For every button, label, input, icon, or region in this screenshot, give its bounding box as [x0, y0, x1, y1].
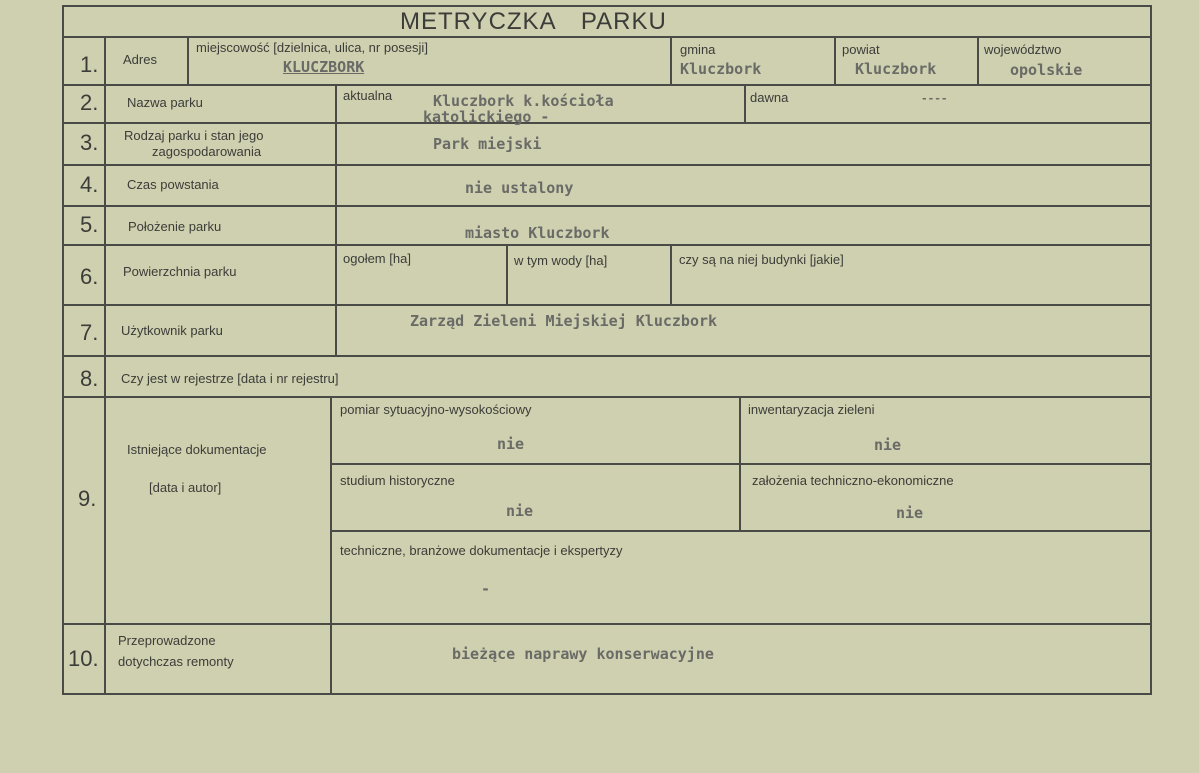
field-caption: pomiar sytuacyjno-wysokościowy — [340, 402, 532, 417]
divider — [744, 84, 746, 122]
divider — [62, 244, 1152, 246]
divider — [335, 84, 337, 356]
row-label: Istniejące dokumentacje — [127, 442, 267, 457]
field-value: nie — [506, 502, 534, 520]
field-value: Kluczbork k.kościoła — [433, 92, 614, 110]
divider — [834, 36, 836, 84]
field-caption: miejscowość [dzielnica, ulica, nr posesji] — [196, 40, 428, 55]
divider — [330, 530, 1152, 532]
divider — [62, 36, 1152, 38]
row-number: 4. — [80, 172, 99, 197]
divider — [62, 304, 1152, 306]
divider — [62, 122, 1152, 124]
field-value: ---- — [921, 92, 948, 105]
field-value: nie — [874, 436, 902, 454]
field-caption: aktualna — [343, 88, 393, 103]
divider — [670, 244, 672, 304]
field-value: nie ustalony — [465, 179, 574, 197]
field-value: nie — [896, 504, 924, 522]
row-number: 6. — [80, 264, 99, 289]
field-caption: studium historyczne — [340, 473, 455, 488]
row-label: Rodzaj parku i stan jego — [124, 128, 264, 143]
row-number: 5. — [80, 212, 99, 237]
field-value: bieżące naprawy konserwacyjne — [452, 645, 714, 663]
row-label: Czy jest w rejestrze [data i nr rejestru] — [121, 371, 339, 386]
row-number: 1. — [80, 52, 99, 77]
divider — [739, 396, 741, 530]
row-label: Czas powstania — [127, 177, 219, 192]
field-caption: w tym wody [ha] — [514, 253, 608, 268]
field-caption: dawna — [750, 90, 789, 105]
row-label: Powierzchnia parku — [123, 264, 237, 279]
row-label: zagospodarowania — [152, 144, 262, 159]
divider — [62, 164, 1152, 166]
field-value: miasto Kluczbork — [465, 224, 610, 242]
row-label: Nazwa parku — [127, 95, 203, 110]
field-value: katolickiego - — [423, 108, 550, 126]
field-caption: inwentaryzacja zieleni — [748, 402, 875, 417]
divider — [187, 36, 189, 84]
field-value: - — [481, 580, 491, 598]
divider — [62, 205, 1152, 207]
divider — [330, 396, 332, 693]
field-value: KLUCZBORK — [283, 58, 365, 76]
field-value: Zarząd Zieleni Miejskiej Kluczbork — [410, 312, 718, 330]
row-label: [data i autor] — [149, 480, 222, 495]
divider — [62, 623, 1152, 625]
divider — [62, 84, 1152, 86]
field-caption: czy są na niej budynki [jakie] — [679, 252, 844, 267]
row-number: 9. — [78, 486, 97, 511]
divider — [330, 463, 1152, 465]
row-label: Adres — [123, 52, 157, 67]
divider — [62, 355, 1152, 357]
form-title: METRYCZKA PARKU — [400, 8, 667, 35]
field-value: opolskie — [1010, 61, 1083, 79]
row-number: 7. — [80, 320, 99, 345]
divider — [506, 244, 508, 304]
row-label: Użytkownik parku — [121, 323, 223, 338]
field-caption: ogołem [ha] — [343, 251, 411, 266]
divider — [977, 36, 979, 84]
field-value: Kluczbork — [855, 60, 937, 78]
field-caption: gmina — [680, 42, 716, 57]
row-number: 10. — [68, 646, 99, 671]
divider — [62, 396, 1152, 398]
row-number: 2. — [80, 90, 99, 115]
field-value: Park miejski — [433, 135, 542, 153]
field-value: nie — [497, 435, 525, 453]
divider — [104, 36, 106, 693]
row-number: 3. — [80, 130, 99, 155]
field-value: Kluczbork — [680, 60, 762, 78]
divider — [670, 36, 672, 84]
row-label: Położenie parku — [128, 219, 222, 234]
field-caption: powiat — [842, 42, 880, 57]
row-label: Przeprowadzone — [118, 633, 216, 648]
field-caption: województwo — [984, 42, 1062, 57]
row-label: dotychczas remonty — [118, 654, 234, 669]
field-caption: założenia techniczno-ekonomiczne — [752, 473, 954, 488]
row-number: 8. — [80, 366, 99, 391]
field-caption: techniczne, branżowe dokumentacje i ekspertyzy — [340, 543, 623, 558]
